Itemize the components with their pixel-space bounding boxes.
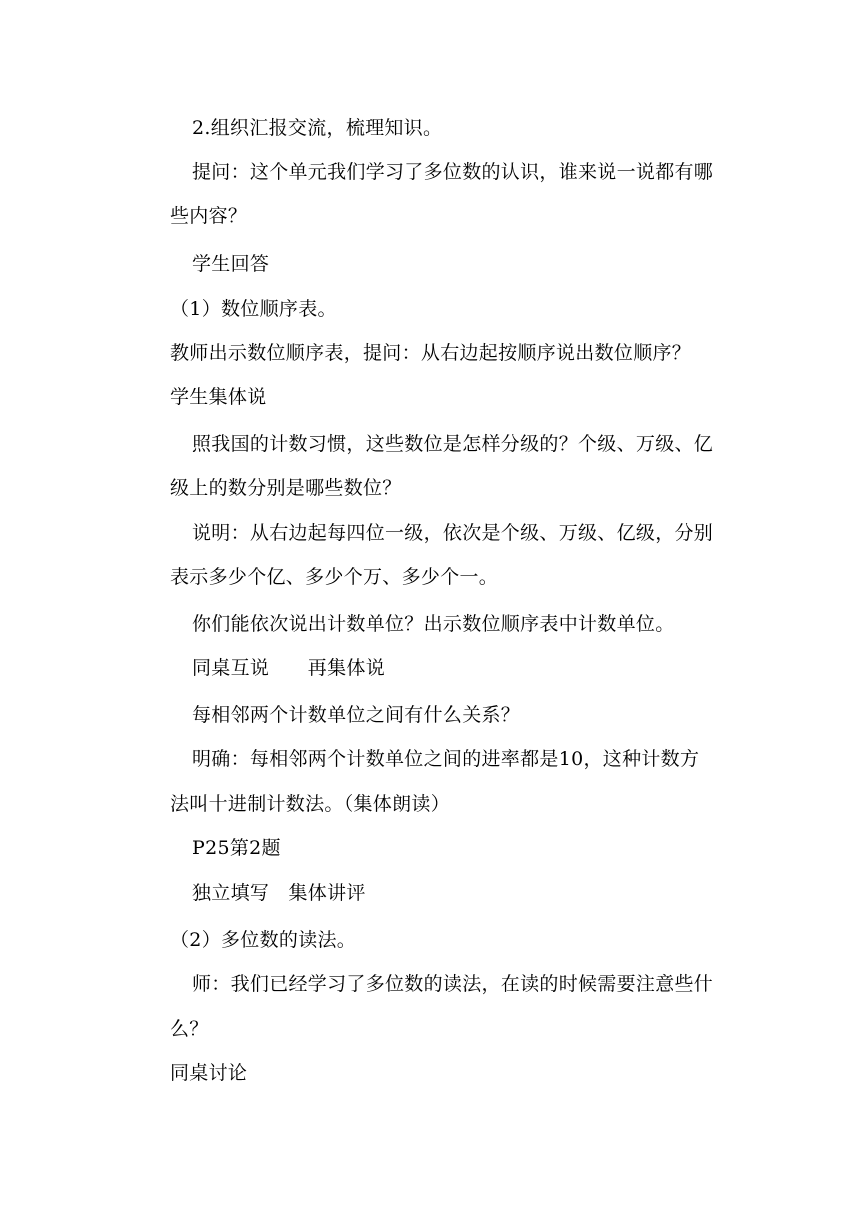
paragraph-line: 照我国的计数习惯，这些数位是怎样分级的？个级、万级、亿: [192, 433, 714, 455]
subsection-heading: （2）多位数的读法。: [170, 929, 357, 951]
subsection-heading: （1）数位顺序表。: [170, 298, 337, 320]
paragraph-line: 学生集体说: [170, 386, 267, 408]
section-heading: 2.组织汇报交流，梳理知识。: [192, 117, 443, 139]
paragraph-line: 些内容？: [170, 205, 248, 227]
paragraph-line: 法叫十进制计数法。（集体朗读）: [170, 793, 451, 815]
paragraph-line: 表示多少个亿、多少个万、多少个一。: [170, 566, 499, 588]
paragraph-line: 学生回答: [192, 253, 270, 275]
paragraph-line: 师：我们已经学习了多位数的读法，在读的时候需要注意些什: [192, 973, 714, 995]
paragraph-line: 级上的数分别是哪些数位？: [170, 477, 402, 499]
paragraph-line: 明确：每相邻两个计数单位之间的进率都是10，这种计数方: [192, 748, 700, 770]
paragraph-line: 说明：从右边起每四位一级，依次是个级、万级、亿级，分别: [192, 522, 714, 544]
paragraph-line: 同桌互说 再集体说: [192, 657, 386, 679]
paragraph-line: 教师出示数位顺序表，提问：从右边起按顺序说出数位顺序？: [170, 342, 692, 364]
paragraph-line: 你们能依次说出计数单位？出示数位顺序表中计数单位。: [192, 613, 675, 635]
paragraph-line: 同桌讨论: [170, 1062, 248, 1084]
paragraph-line: 提问：这个单元我们学习了多位数的认识，谁来说一说都有哪: [192, 161, 714, 183]
paragraph-line: 独立填写 集体讲评: [192, 882, 366, 904]
paragraph-line: 每相邻两个计数单位之间有什么关系？: [192, 704, 521, 726]
paragraph-line: P25第2题: [192, 837, 281, 859]
paragraph-line: 么？: [170, 1018, 209, 1040]
